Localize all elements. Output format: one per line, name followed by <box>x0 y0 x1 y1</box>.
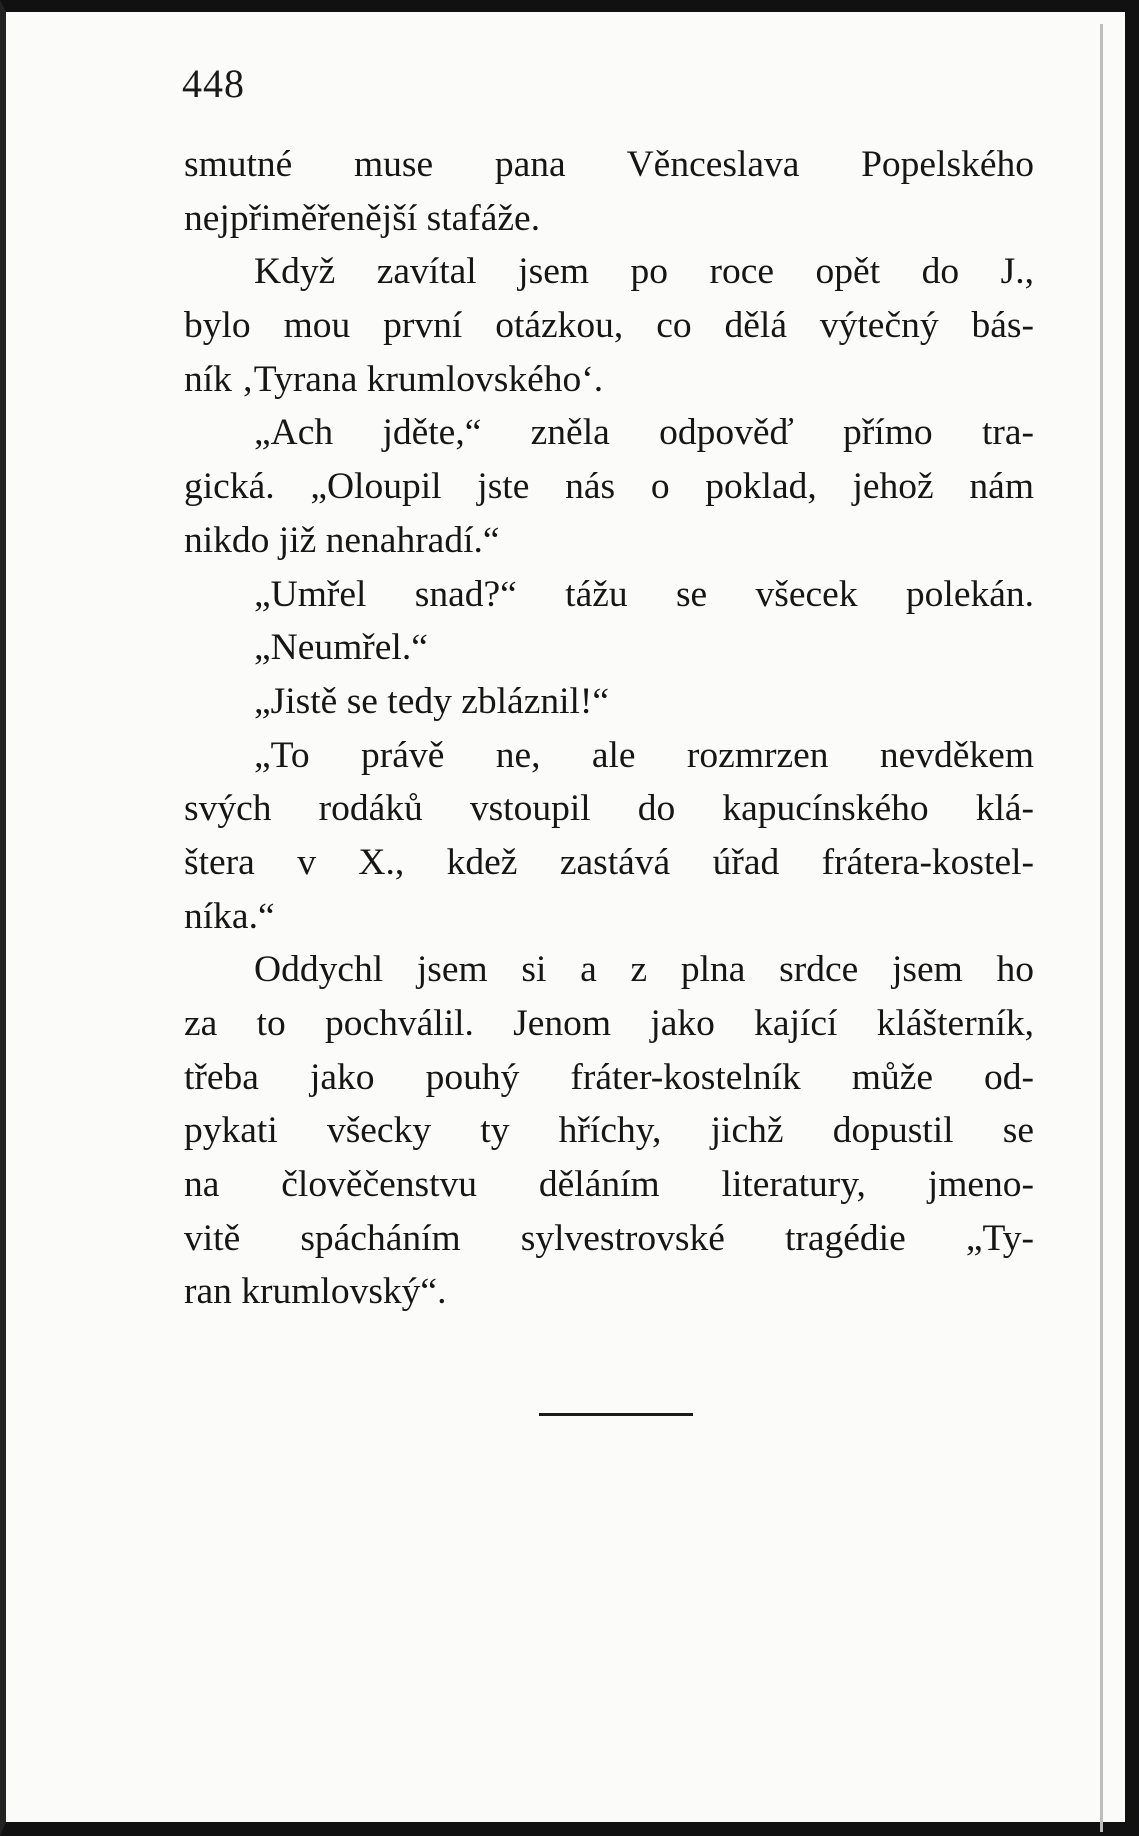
text-line: gická. „Oloupil jste nás o poklad, jehož nám <box>184 466 1034 508</box>
section-end-rule <box>539 1413 693 1416</box>
text-line: níka.“ <box>184 895 275 937</box>
text-line: „Neumřel.“ <box>254 627 428 669</box>
text-line: vitě spácháním sylvestrovské tragédie „Ty- <box>184 1217 1034 1259</box>
text-line: nejpřiměřenější stafáže. <box>184 197 541 239</box>
text-line: na člověčenstvu děláním literatury, jmeno- <box>184 1164 1034 1206</box>
text-line: za to pochválil. Jenom jako kající klášterník, <box>184 1003 1034 1044</box>
text-line: štera v X., kdež zastává úřad frátera-kostel- <box>184 841 1034 883</box>
text-line: ník ‚Tyrana krumlovského‘. <box>184 358 604 400</box>
text-line: „To právě ne, ale rozmrzen nevděkem <box>254 734 1034 776</box>
text-line: „Jistě se tedy zbláznil!“ <box>254 680 610 722</box>
text-line: „Umřel snad?“ tážu se všecek polekán. <box>254 573 1034 615</box>
text-line: Oddychl jsem si a z plna srdce jsem ho <box>254 949 1034 991</box>
text-line: „Ach jděte,“ zněla odpověď přímo tra- <box>254 412 1034 454</box>
text-line: nikdo již nenahradí.“ <box>184 519 500 561</box>
page-number: 448 <box>182 61 245 106</box>
text-line: pykati všecky ty hříchy, jichž dopustil se <box>184 1110 1034 1152</box>
text-line: svých rodáků vstoupil do kapucínského klá- <box>184 788 1034 830</box>
text-line: Když zavítal jsem po roce opět do J., <box>254 251 1034 293</box>
text-line: smutné muse pana Věnceslava Popelského <box>184 144 1034 185</box>
text-line: ran krumlovský“. <box>184 1271 447 1313</box>
text-line: třeba jako pouhý fráter-kostelník může od- <box>184 1056 1034 1098</box>
body-text <box>184 138 1034 1319</box>
page-edge-shadow <box>1100 24 1103 1832</box>
text-line: bylo mou první otázkou, co dělá výtečný bás- <box>184 305 1034 347</box>
